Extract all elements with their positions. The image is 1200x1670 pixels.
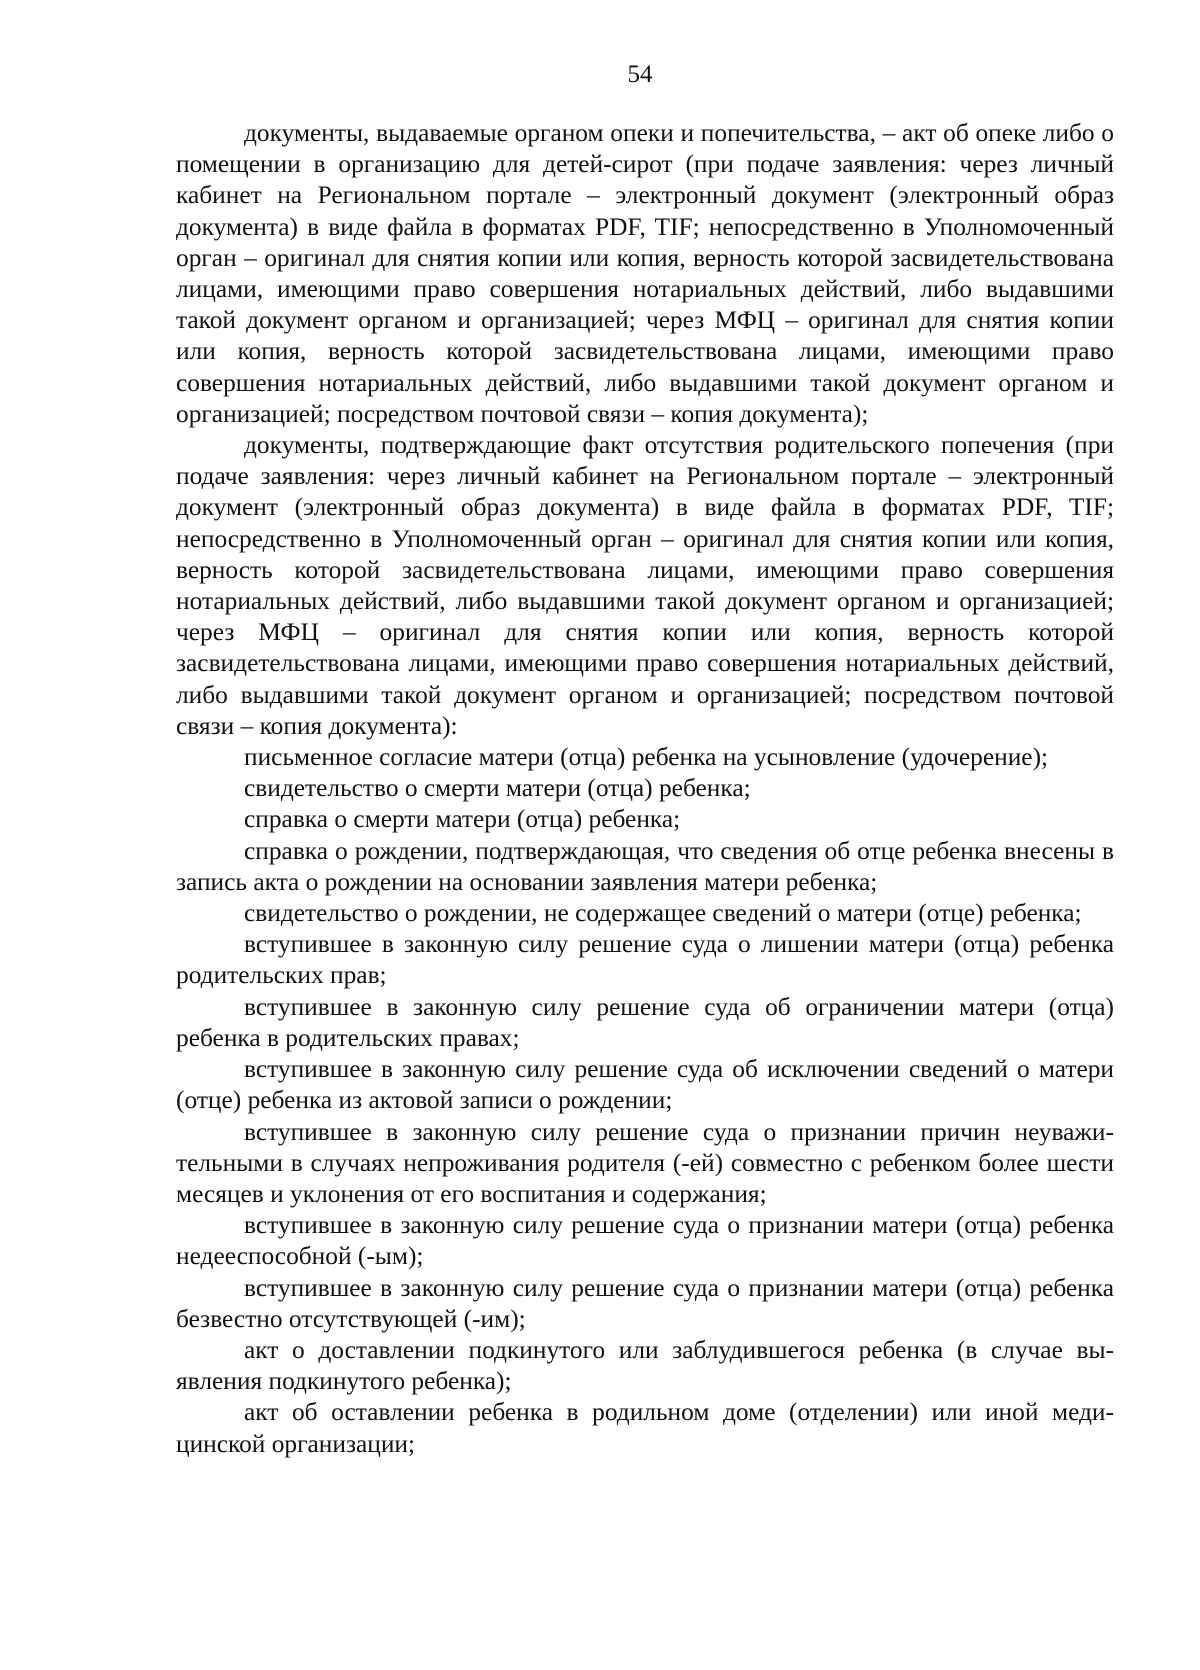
paragraph: вступившее в законную силу решение суда о признании матери (отца) ребенка недееспособной (-ым); [176,1211,1114,1271]
paragraph: свидетельство о рождении, не содержащее сведений о матери (отце) ребенка; [244,899,1082,928]
paragraph: вступившее в законную силу решение суда о признании матери (отца) ребенка безвестно отсутствующей (-им); [176,1273,1114,1333]
paragraph: акт о доставлении подкинутого или заблудившегося ребенка (в случае выявления подкинутого ребенка); [176,1335,1114,1396]
paragraph: документы, выдаваемые органом опеки и попечительства, – акт об опеке либо о помещении в организацию для детей-сирот (при подаче заявления: через личный кабинет на Региональном портале – электронный документ (электронный образ документа) в виде файла в форматах PDF, TIF; непосредственно в Уполномоченный орган – оригинал для снятия копии или копия, верность которой засвидетельствована лицами, имеющими право совершения нотариальных действий, либо выдавшими такой документ органом и организацией; через МФЦ – оригинал для снятия копии или копия, верность которой засвидетельствована лицами, имеющими право совершения нотариальных действий, либо выдавшими такой документ органом и организацией; посредством почтовой связи – копия документа); [176,119,1114,428]
paragraph: свидетельство о смерти матери (отца) ребенка; [244,774,751,803]
paragraph: письменное согласие матери (отца) ребенка на усыновление (удочерение); [244,743,1049,772]
body-text [176,118,1114,1460]
paragraph: акт об оставлении ребенка в родильном доме (отделении) или иной медицинской организации; [176,1398,1114,1458]
paragraph: справка о рождении, подтверждающая, что сведения об отце ребенка внесены в запись акта о рождении на основании заявления матери ребенка; [176,836,1114,896]
paragraph: вступившее в законную силу решение суда о лишении матери (отца) ребенка родительских прав; [176,930,1114,990]
paragraph: вступившее в законную силу решение суда об ограничении матери (отца) ребенка в родительских правах; [176,992,1114,1052]
paragraph: документы, подтверждающие факт отсутствия родительского попечения (при подаче заявления: через личный кабинет на Региональном портале – электронный документ (электронный образ документа) в виде файла в форматах PDF, TIF; непосредственно в Уполномоченный орган – оригинал для снятия копии или копия, верность которой засвидетельствована лицами, имеющими право совершения нотариальных действий, либо выдавшими такой документ органом и организацией; через МФЦ – оригинал для снятия копии или копия, верность которой засвидетельствована лицами, имеющими право совершения нотариальных действий, либо выдавшими такой документ органом и организацией; посредством почтовой связи – копия документа): [176,431,1114,740]
paragraph: вступившее в законную силу решение суда об исключении сведений о матери (отце) ребенка из актовой записи о рождении; [176,1055,1114,1115]
paragraph: вступившее в законную силу решение суда о признании причин неуважительными в случаях непроживания родителя (-ей) совместно с ребенком более шести месяцев и уклонения от его воспитания и содержания; [176,1117,1114,1208]
paragraph: справка о смерти матери (отца) ребенка; [244,805,681,834]
page-number: 54 [627,61,653,88]
